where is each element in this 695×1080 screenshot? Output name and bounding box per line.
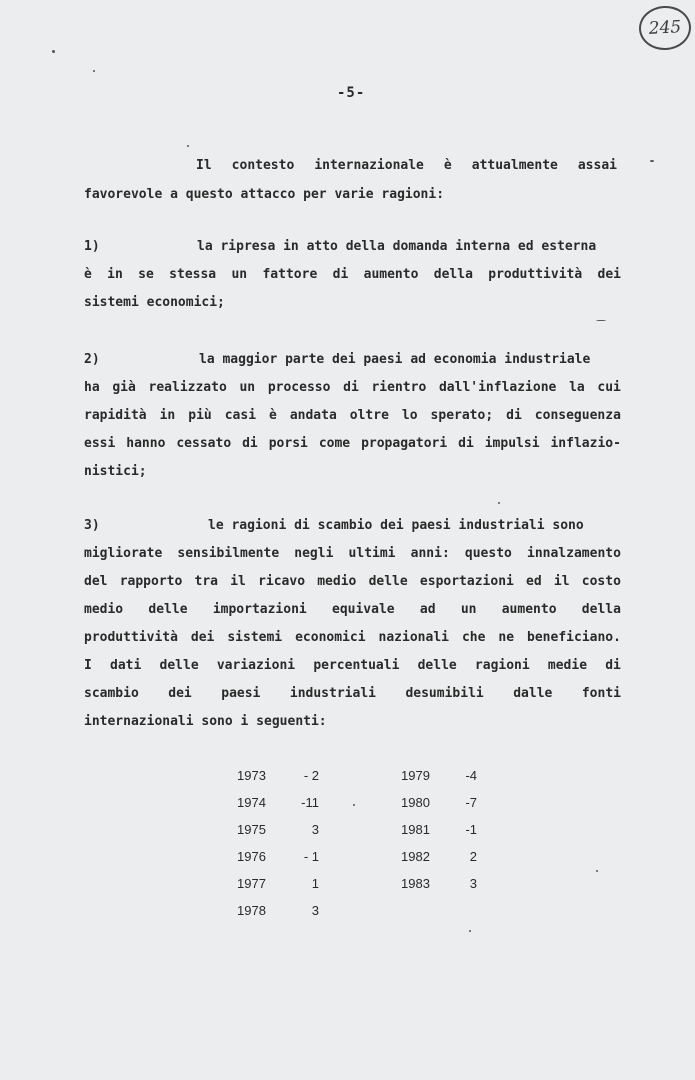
table-value: - 1 <box>303 849 319 864</box>
word: sistemi <box>227 630 283 645</box>
scan-speck <box>596 870 598 872</box>
word: rientro <box>371 380 427 395</box>
word: internazionale <box>314 158 424 173</box>
word: un <box>231 267 248 282</box>
word: percentuali <box>313 658 400 673</box>
word: dall'inflazione <box>438 380 557 395</box>
scan-speck <box>187 145 189 147</box>
word: questo <box>464 546 512 561</box>
word: sperato; <box>430 408 494 423</box>
word: dei <box>597 267 621 282</box>
word: delle <box>417 658 457 673</box>
point-2-line-4 <box>84 436 621 451</box>
word: propagatori <box>361 436 448 451</box>
point-3-number: 3) <box>84 518 100 533</box>
word: ad <box>419 602 436 617</box>
word: nazionali <box>378 630 449 645</box>
word: importazioni <box>212 602 307 617</box>
intro-line-1 <box>196 158 617 173</box>
word: assai <box>577 158 617 173</box>
point-3-line-4 <box>84 602 621 617</box>
scan-speck <box>650 160 654 162</box>
word: delle <box>159 658 199 673</box>
word: inflazio- <box>550 436 621 451</box>
word: ne <box>498 630 515 645</box>
word: ha <box>84 380 100 395</box>
word: realizzato <box>148 380 227 395</box>
word: di <box>605 658 621 673</box>
table-year: 1981 <box>401 822 430 837</box>
word: di <box>332 267 349 282</box>
word: negli <box>294 546 334 561</box>
scan-speck <box>469 930 471 932</box>
table-value: -11 <box>301 795 319 810</box>
word: delle <box>148 602 188 617</box>
word: di <box>343 380 359 395</box>
scan-speck <box>596 320 606 321</box>
intro-line-2: favorevole a questo attacco per varie ragioni: <box>84 187 445 202</box>
word: dei <box>168 686 192 701</box>
word: è <box>269 408 277 423</box>
word: oltre <box>349 408 389 423</box>
table-year: 1978 <box>237 903 266 918</box>
word: economici <box>295 630 366 645</box>
word: andata <box>289 408 337 423</box>
word: se <box>138 267 154 282</box>
point-1-number: 1) <box>84 239 100 254</box>
word: di <box>458 436 474 451</box>
word: paesi <box>221 686 261 701</box>
word: contesto <box>231 158 295 173</box>
point-2-line-5: nistici; <box>84 464 147 479</box>
page-number: -5- <box>337 85 366 101</box>
word: medio <box>317 574 357 589</box>
scan-speck <box>93 70 95 72</box>
table-value: -7 <box>465 795 477 810</box>
stamp-number: 245 <box>648 17 682 39</box>
word: desumibili <box>405 686 484 701</box>
table-year: 1976 <box>237 849 266 864</box>
word: produttività <box>84 630 178 645</box>
word: innalzamento <box>527 546 621 561</box>
word: I <box>84 658 92 673</box>
word: in <box>159 408 176 423</box>
point-3-line-8: internazionali sono i seguenti: <box>84 714 327 729</box>
word: della <box>581 602 621 617</box>
word: che <box>461 630 486 645</box>
word: di <box>506 408 522 423</box>
word: del <box>84 574 108 589</box>
table-year: 1979 <box>401 768 430 783</box>
word: sensibilmente <box>177 546 280 561</box>
point-2-line-2 <box>84 380 621 395</box>
table-year: 1980 <box>401 795 430 810</box>
word: attualmente <box>471 158 558 173</box>
point-3-line-7 <box>84 686 621 701</box>
point-3-first-text: le ragioni di scambio dei paesi industriali sono <box>208 518 584 533</box>
word: un <box>239 380 256 395</box>
word: stessa <box>169 267 217 282</box>
table-year: 1983 <box>401 876 430 891</box>
word: lo <box>401 408 418 423</box>
table-year: 1975 <box>237 822 266 837</box>
word: della <box>433 267 473 282</box>
table-year: 1973 <box>237 768 266 783</box>
word: ed <box>526 574 542 589</box>
word: costo <box>581 574 621 589</box>
word: cui <box>597 380 621 395</box>
word: migliorate <box>84 546 163 561</box>
word: porsi <box>268 436 308 451</box>
word: industriali <box>289 686 376 701</box>
table-value: 3 <box>311 822 319 837</box>
word: aumento <box>501 602 557 617</box>
point-2-line-3 <box>84 408 621 423</box>
scan-speck <box>498 502 500 504</box>
word: fonti <box>581 686 621 701</box>
table-value: -1 <box>465 822 477 837</box>
table-value: 2 <box>469 849 477 864</box>
word: il <box>553 574 570 589</box>
word: aumento <box>363 267 419 282</box>
scan-speck <box>52 50 55 53</box>
point-3-line-6 <box>84 658 621 673</box>
word: in <box>107 267 123 282</box>
word: medie <box>547 658 588 673</box>
word: rapidità <box>84 408 147 423</box>
word: fattore <box>262 267 318 282</box>
word: impulsi <box>484 436 540 451</box>
word: ricavo <box>258 574 306 589</box>
page-stamp <box>638 5 692 52</box>
table-value: - 2 <box>303 768 319 783</box>
point-2-first-line: la maggior parte dei paesi ad economia industriale <box>199 352 591 367</box>
word: un <box>460 602 477 617</box>
point-1-first-line: la ripresa in atto della domanda interna ed esterna <box>197 239 597 254</box>
word: è <box>443 158 452 173</box>
word: equivale <box>332 602 395 617</box>
word: variazioni <box>216 658 296 673</box>
word: beneficiano. <box>527 630 621 645</box>
word: come <box>318 436 351 451</box>
word: è <box>84 267 92 282</box>
table-value: 1 <box>311 876 319 891</box>
word: delle <box>368 574 408 589</box>
word: più <box>188 408 212 423</box>
point-2-number: 2) <box>84 352 100 367</box>
word: ultimi <box>348 546 396 561</box>
word: anni: <box>410 546 450 561</box>
table-year: 1977 <box>237 876 266 891</box>
word: processo <box>267 380 331 395</box>
point-3-line-3 <box>84 574 621 589</box>
point-1-line-2 <box>84 267 621 282</box>
point-3-line-5 <box>84 630 621 645</box>
table-value: 3 <box>311 903 319 918</box>
word: medio <box>84 602 124 617</box>
word: il <box>230 574 246 589</box>
table-year: 1982 <box>401 849 430 864</box>
word: produttività <box>488 267 583 282</box>
word: rapporto <box>119 574 183 589</box>
scan-speck <box>353 804 355 806</box>
word: già <box>112 380 136 395</box>
word: ragioni <box>474 658 530 673</box>
word: Il <box>196 158 212 173</box>
word: esportazioni <box>419 574 514 589</box>
word: hanno <box>126 436 166 451</box>
word: dei <box>190 630 215 645</box>
point-1-line-3: sistemi economici; <box>84 295 225 310</box>
point-3-line-2 <box>84 546 621 561</box>
word: casi <box>224 408 257 423</box>
word: conseguenza <box>534 408 621 423</box>
table-year: 1974 <box>237 795 266 810</box>
table-value: 3 <box>469 876 477 891</box>
table-value: -4 <box>465 768 477 783</box>
word: tra <box>194 574 218 589</box>
word: scambio <box>84 686 139 701</box>
word: di <box>242 436 258 451</box>
word: dalle <box>513 686 553 701</box>
word: la <box>569 380 585 395</box>
word: essi <box>84 436 116 451</box>
word: cessato <box>176 436 232 451</box>
point-3-first-line <box>208 518 621 533</box>
word: dati <box>110 658 142 673</box>
